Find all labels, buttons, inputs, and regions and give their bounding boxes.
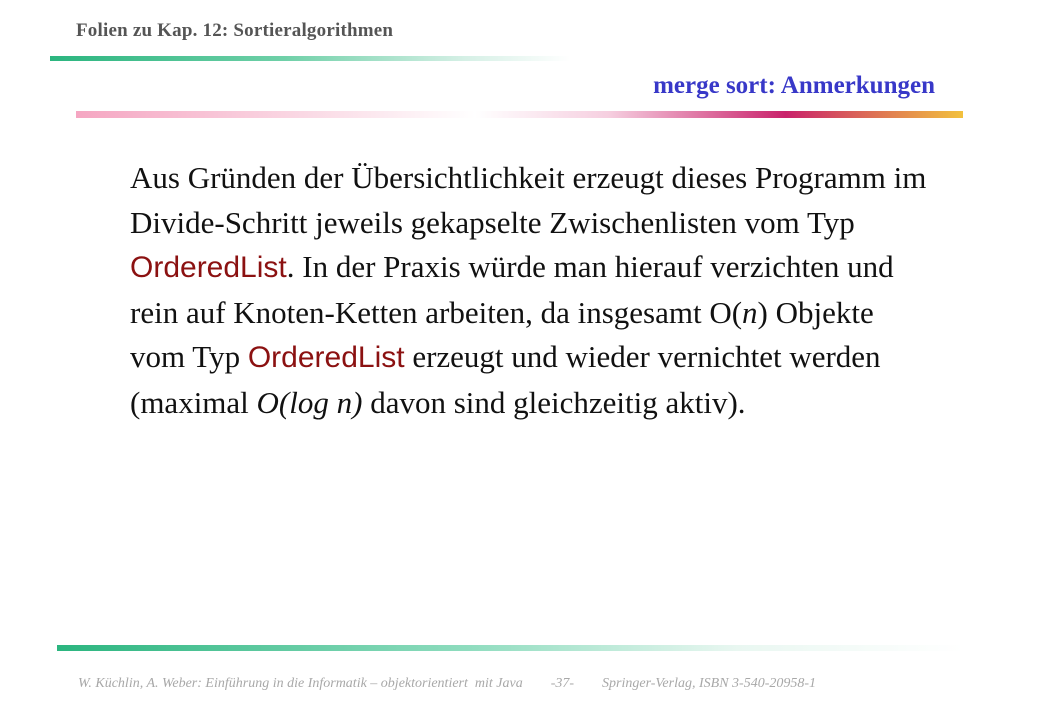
slide-body-text	[130, 156, 930, 425]
slide-title: merge sort: Anmerkungen	[653, 72, 935, 99]
footer-page-number: -37-	[550, 676, 575, 691]
math-variable-n: n	[742, 294, 758, 330]
footer	[78, 676, 816, 692]
body-text-part: davon sind gleichzeitig aktiv).	[362, 384, 746, 420]
header-title: Folien zu Kap. 12: Sortieralgorithmen	[76, 20, 394, 41]
body-text-part: ) Objekte vom Typ	[130, 294, 874, 374]
math-complexity-log-n: O(log n)	[256, 384, 363, 420]
footer-publisher: Springer-Verlag, ISBN 3-540-20958-1	[602, 676, 817, 691]
header-divider	[50, 56, 570, 61]
body-text-part: . In der Praxis würde man hierauf verzichten und rein auf Knoten-Ketten arbeiten, da insgesamt O(	[130, 249, 894, 330]
footer-authors: W. Küchlin, A. Weber: Einführung in die Informatik – objektorientiert mit Java	[78, 676, 523, 691]
body-text-part: Aus Gründen der Übersichtlichkeit erzeugt dieses Programm im Divide-Schritt jeweils gekapselte Zwischenlisten vom Typ	[130, 160, 927, 240]
body-text-part: erzeugt und wieder vernichtet werden (maximal	[130, 339, 881, 420]
code-term-orderedlist: OrderedList	[247, 341, 405, 374]
footer-divider	[57, 645, 964, 651]
code-term-orderedlist: OrderedList	[130, 251, 287, 284]
title-divider	[76, 111, 963, 118]
